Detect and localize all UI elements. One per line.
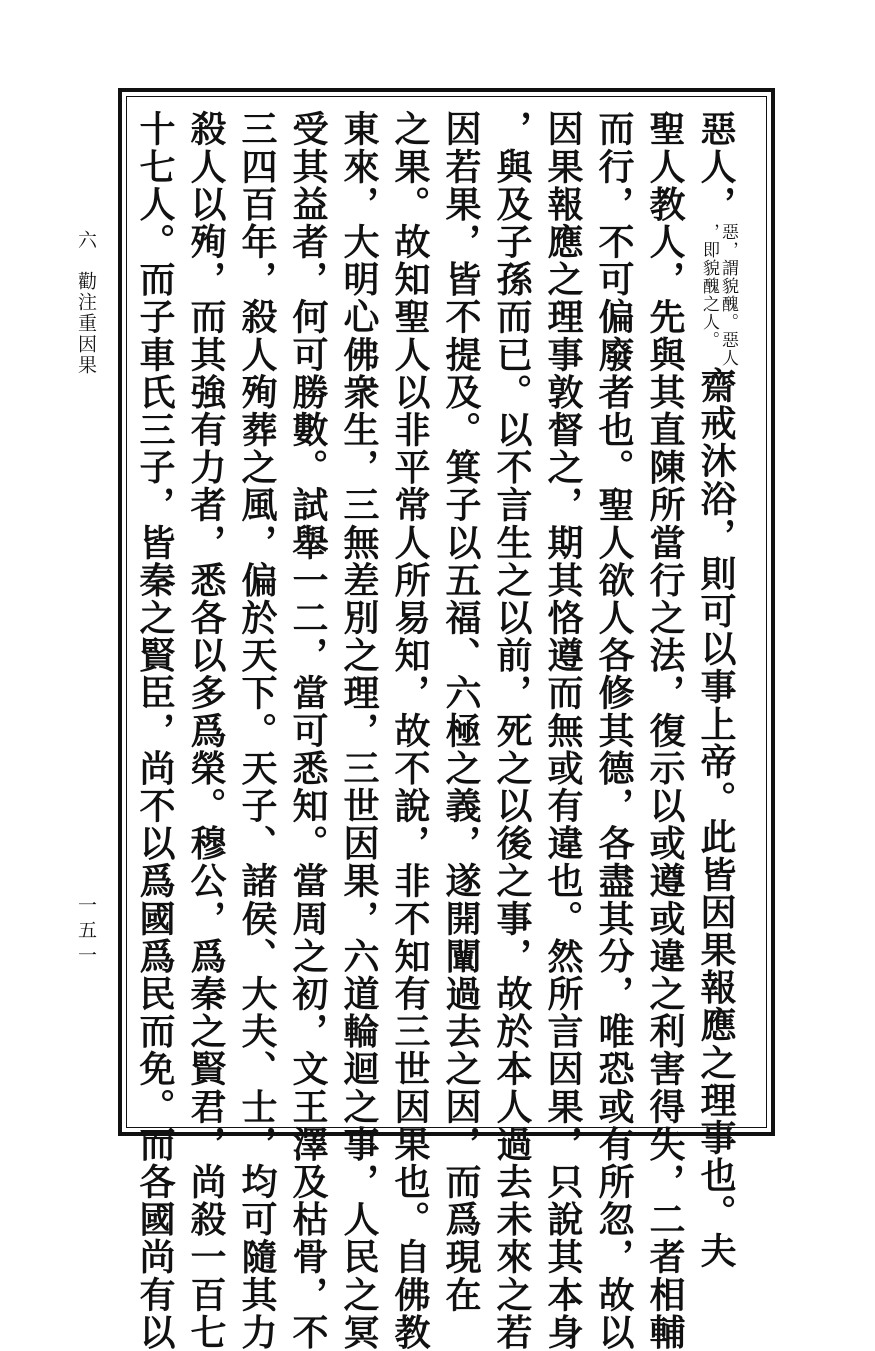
text-column-7: 之果。故知聖人以非平常人所易知，故不說，非不知有三世因果也。自佛教 [389, 110, 431, 1351]
text-column-11: 殺人以殉，而其強有力者，悉各以多爲榮。穆公，爲秦之賢君，尚殺一百七 [185, 110, 227, 1351]
text-column-8: 東來，大明心佛衆生，三無差別之理，三世因果，六道輪迴之事，人民之冥 [338, 110, 380, 1351]
chapter-number: 六 [75, 230, 97, 251]
text-column-1 [695, 110, 737, 1269]
annotation-line-1: 惡，謂貌醜。惡人 [718, 222, 738, 367]
column-tail: 齋戒沐浴，則可以事上帝。此皆因果報應之理事也。夫 [695, 366, 737, 1270]
text-column-9: 受其益者，何可勝數。試舉一二，當可悉知。當周之初，文王澤及枯骨，不 [287, 110, 329, 1351]
annotation-line-2: ，即貌醜之人。 [699, 222, 719, 349]
margin-header [74, 230, 98, 376]
text-column-3: 而行，不可偏廢者也。聖人欲人各修其德，各盡其分，唯恐或有所忽，故以 [593, 110, 635, 1351]
column-head: 惡人， [695, 110, 737, 223]
chapter-title: 勸注重因果 [75, 271, 97, 376]
text-column-2: 聖人教人，先與其直陳所當行之法，復示以或遵或違之利害得失，二者相輔 [644, 110, 686, 1351]
main-text-block [134, 106, 753, 1351]
text-column-6: 因若果，皆不提及。箕子以五福、六極之義，遂開闡過去之因，而爲現在 [440, 110, 482, 1314]
page-number: 一五一 [75, 895, 97, 970]
annotation-note [699, 223, 737, 367]
text-column-12: 十七人。而子車氏三子，皆秦之賢臣，尚不以爲國爲民而免。而各國尚有以 [134, 110, 176, 1351]
text-column-10: 三四百年，殺人殉葬之風，偏於天下。天子、諸侯、大夫、士，均可隨其力 [236, 110, 278, 1351]
text-column-5: ，與及子孫而已。以不言生之以前，死之以後之事，故於本人過去未來之若 [491, 110, 533, 1351]
text-column-4: 因果報應之理事敦督之，期其恪遵而無或有違也。然所言因果，只說其本身 [542, 110, 584, 1351]
